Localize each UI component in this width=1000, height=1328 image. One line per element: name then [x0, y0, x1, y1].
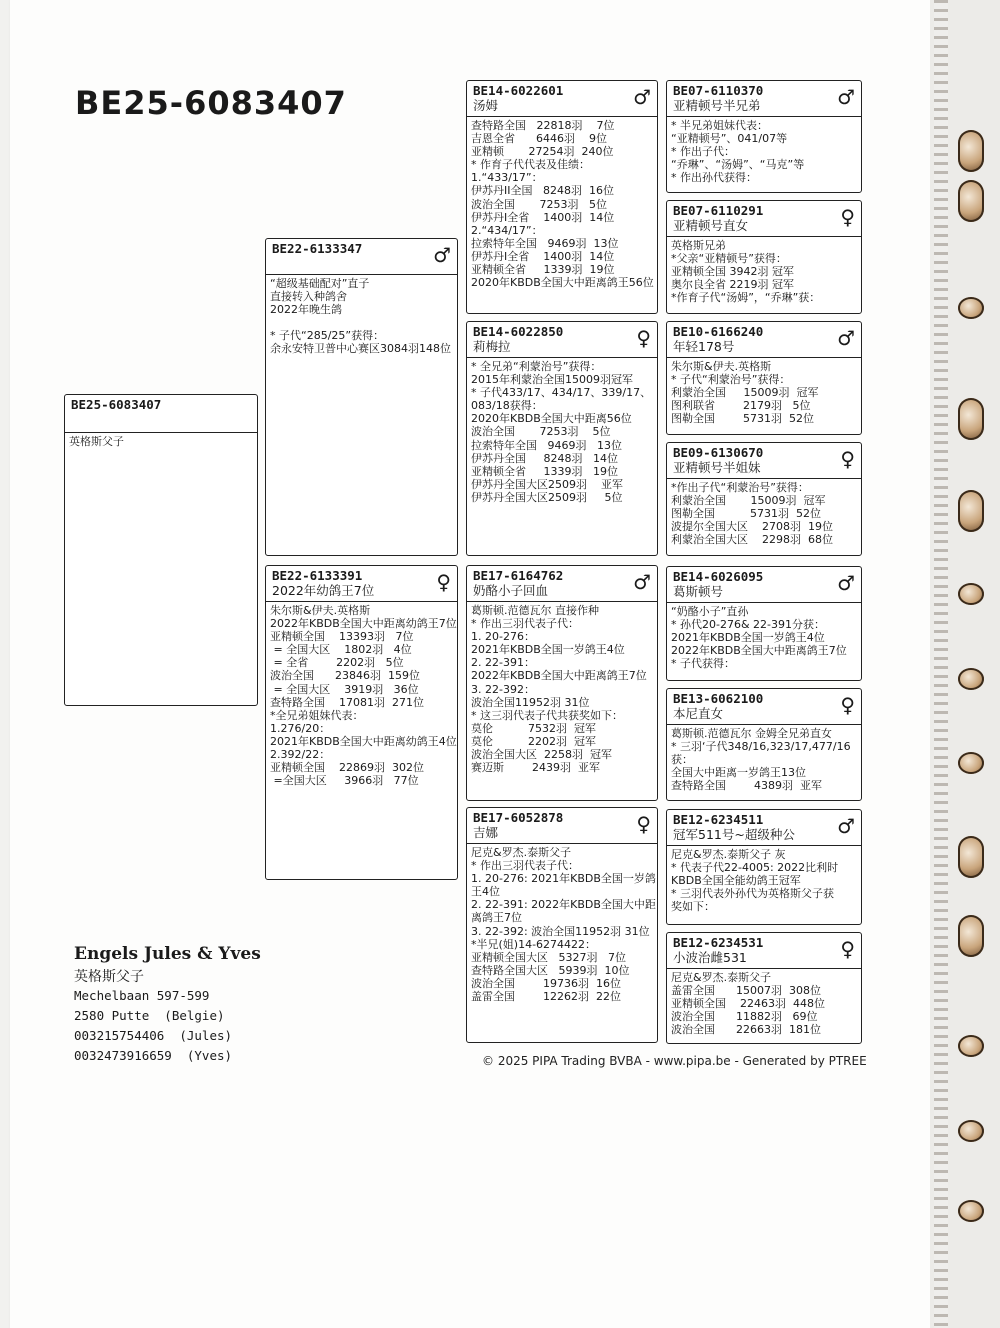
bird-card-header — [266, 566, 457, 602]
bird-card-header — [467, 322, 657, 358]
bird-card-header — [467, 566, 657, 602]
binder-ring-icon — [958, 490, 984, 532]
bird-card-sire-dam[interactable] — [466, 321, 658, 556]
bird-card-sds[interactable] — [666, 321, 862, 435]
owner-phone-yves: 0032473916659 (Yves) — [74, 1048, 233, 1063]
bird-card-dss[interactable] — [666, 566, 862, 681]
female-icon: ♀ — [636, 812, 651, 836]
bird-card-header — [667, 933, 861, 969]
bird-card-header — [667, 201, 861, 237]
bird-card-sss[interactable] — [666, 80, 862, 193]
binder-ring-icon — [958, 1200, 984, 1222]
bird-notes: 尼克&罗杰.泰斯父子 灰 * 代表子代22-4005: 2022比利时 KBDB全国全能幼鸽王冠军 * 三羽代表外孙代为英格斯父子获 奖如下： — [671, 848, 839, 914]
female-icon: ♀ — [436, 570, 451, 594]
ring-number: BE07-6110370 — [673, 83, 764, 98]
bird-notes: * 半兄弟姐妹代表： “亚精顿号”、041/07等 * 作出子代： “乔琳”、“汤姆”、“马克”等 * 作出孙代获得： — [671, 119, 805, 185]
bird-card-header — [667, 689, 861, 725]
binder-ring-icon — [958, 297, 984, 319]
ring-number: BE22-6133347 — [272, 241, 363, 256]
bird-name: 亚精顿号半兄弟 — [673, 98, 761, 113]
ring-number: BE13-6062100 — [673, 691, 764, 706]
binder-ring-icon — [958, 398, 984, 440]
bird-card-header — [65, 395, 257, 433]
bird-notes: 朱尔斯&伊夫.英格斯 2022年KBDB全国大中距离幼鸽王7位 亚精顿全国 13393羽 7位 = 全国大区 1802羽 4位 = 全省 2202羽 5位 波治全国 23846羽 159位 = 全国大区 3919羽 36位 查特路全国 17081羽 271位 *全兄弟姐妹代表： 1.276/20： 2021年KBDB全国大中距离幼鸽王4位 2.392/22： 亚精顿全国 22869羽 302位 =全国大区 3966羽 77位 — [270, 604, 457, 788]
male-icon: ♂ — [633, 570, 651, 594]
bird-card-sire[interactable] — [265, 238, 458, 556]
bird-card-dam-sire[interactable] — [466, 565, 658, 801]
binder-ring-icon — [958, 915, 984, 957]
binder-ring-icon — [958, 1035, 984, 1057]
bird-card-dsd[interactable] — [666, 688, 862, 801]
female-icon: ♀ — [840, 205, 855, 229]
bird-card-dam-dam[interactable] — [466, 807, 658, 1043]
ring-number: BE12-6234531 — [673, 935, 764, 950]
bird-name: 莉梅拉 — [473, 339, 511, 354]
bird-card-header — [467, 81, 657, 117]
bird-card-ddd[interactable] — [666, 932, 862, 1044]
bird-name: 小波治雌531 — [673, 950, 747, 965]
bird-card-header — [667, 567, 861, 603]
bird-card-ssd[interactable] — [666, 200, 862, 314]
binder-ring-icon — [958, 180, 984, 222]
ring-number: BE10-6166240 — [673, 324, 764, 339]
bird-card-header — [667, 443, 861, 479]
ring-number: BE17-6052878 — [473, 810, 564, 825]
bird-notes: 朱尔斯&伊夫.英格斯 * 子代“利蒙治号”获得： 利蒙治全国 15009羽 冠军 图利联省 2179羽 5位 图勒全国 5731羽 52位 — [671, 360, 819, 426]
bird-name: 年轻178号 — [673, 339, 735, 354]
bird-name: 吉娜 — [473, 825, 499, 840]
bird-notes: 葛斯顿.范德瓦尔 金姆全兄弟直女 * 三羽‘子代348/16,323/17,477/16 获： 全国大中距离一岁鸽王13位 查特路全国 4389羽 亚军 — [671, 727, 851, 793]
male-icon: ♂ — [433, 243, 451, 267]
bird-name: 亚精顿号直女 — [673, 218, 749, 233]
male-icon: ♂ — [837, 814, 855, 838]
binder-ring-icon — [958, 752, 984, 774]
bird-card-header — [467, 808, 657, 844]
owner-address-city: 2580 Putte (Belgie) — [74, 1008, 225, 1023]
male-icon: ♂ — [837, 85, 855, 109]
male-icon: ♂ — [633, 85, 651, 109]
female-icon: ♀ — [840, 937, 855, 961]
bird-card-dds[interactable] — [666, 809, 862, 925]
binder-ring-icon — [958, 836, 984, 878]
bird-notes: *作出子代“利蒙治号”获得： 利蒙治全国 15009羽 冠军 图勒全国 5731羽 52位 波提尔全国大区 2708羽 19位 利蒙治全国大区 2298羽 68位 — [671, 481, 833, 547]
bird-card-header — [667, 810, 861, 846]
bird-card-header — [667, 322, 861, 358]
binder-ring-icon — [958, 583, 984, 605]
bird-notes: 葛斯顿.范德瓦尔 直接作种 * 作出三羽代表子代： 1. 20-276： 2021年KBDB全国一岁鸽王4位 2. 22-391： 2022年KBDB全国大中距离鸽王7位 3. 22-392： 波治全国11952羽 31位 * 这三羽代表子代共获奖如下： 莫伦 7532羽 冠军 莫伦 2202羽 冠军 波治全国大区 2258羽 冠军 赛迈斯 2439羽 亚军 — [471, 604, 647, 775]
female-icon: ♀ — [636, 326, 651, 350]
owner-address-street: Mechelbaan 597-599 — [74, 988, 210, 1003]
male-icon: ♂ — [837, 326, 855, 350]
bird-card-subject[interactable] — [64, 394, 258, 706]
bird-notes: 英格斯兄弟 *父亲“亚精顿号”获得： 亚精顿全国 3942羽 冠军 奥尔良全省 2219羽 冠军 *作育子代“汤姆”，“乔琳”获： — [671, 239, 821, 305]
owner-phone-jules: 003215754406 (Jules) — [74, 1028, 233, 1043]
bird-notes: 尼克&罗杰.泰斯父子 盖雷全国 15007羽 308位 亚精顿全国 22463羽 448位 波治全国 11882羽 69位 波治全国 22663羽 181位 — [671, 971, 825, 1037]
binder-ring-icon — [958, 130, 984, 172]
owner-name: Engels Jules & Yves — [74, 944, 261, 964]
ring-number: BE25-6083407 — [71, 397, 162, 412]
bird-notes: 查特路全国 22818羽 7位 吉恩全省 6446羽 9位 亚精顿 27254羽 240位 * 作育子代代表及佳绩： 1.“433/17”： 伊苏丹II全国 8248羽 16位 波治全国 7253羽 5位 伊苏丹I全省 1400羽 14位 2.“434/17”： 拉索特年全国 9469羽 13位 伊苏丹I全省 1400羽 14位 亚精顿全省 1339羽 19位 2020年KBDB全国大中距离鸽王56位 — [471, 119, 654, 290]
ring-number: BE09-6130670 — [673, 445, 764, 460]
ring-number: BE14-6022850 — [473, 324, 564, 339]
bird-card-sdd[interactable] — [666, 442, 862, 556]
owner-name-zh: 英格斯父子 — [74, 969, 144, 985]
footer-credit: © 2025 PIPA Trading BVBA - www.pipa.be - Generated by PTREE — [482, 1054, 867, 1068]
bird-card-header — [667, 81, 861, 117]
female-icon: ♀ — [840, 693, 855, 717]
ring-number: BE14-6026095 — [673, 569, 764, 584]
bird-notes: * 全兄弟“利蒙治号”获得： 2015年利蒙治全国15009羽冠军 * 子代433/17、434/17、339/17、 083/18获得： 2020年KBDB全国大中距离56位 波治全国 7253羽 5位 拉索特年全国 9469羽 13位 伊苏丹全国 8248羽 14位 亚精顿全省 1339羽 19位 伊苏丹全国大区2509羽 亚军 伊苏丹全国大区2509羽 5位 — [471, 360, 652, 504]
bird-name: 葛斯顿号 — [673, 584, 724, 599]
bird-name: 亚精顿号半姐妹 — [673, 460, 761, 475]
binder-ring-icon — [958, 1120, 984, 1142]
ring-number: BE17-6164762 — [473, 568, 564, 583]
bird-name: 本尼直女 — [673, 706, 724, 721]
binder-ring-icon — [958, 668, 984, 690]
ring-number: BE07-6110291 — [673, 203, 764, 218]
bird-card-header — [266, 239, 457, 275]
owner-info — [74, 944, 261, 1066]
bird-name: 奶酪小子回血 — [473, 583, 549, 598]
binder-ruler-strip — [934, 0, 948, 1328]
bird-notes: “超级基础配对”直子 直接转入种鸽舍 2022年晚生鸽 * 子代“285/25”获得： 余永安特卫普中心赛区3084羽148位 — [270, 277, 451, 356]
ring-number: BE22-6133391 — [272, 568, 363, 583]
bird-notes: “奶酪小子”直孙 * 孙代20-276& 22-391分获： 2021年KBDB全国一岁鸽王4位 2022年KBDB全国大中距离鸽王7位 * 子代获得： — [671, 605, 847, 671]
bird-card-dam[interactable] — [265, 565, 458, 880]
ring-number: BE14-6022601 — [473, 83, 564, 98]
ring-number: BE12-6234511 — [673, 812, 764, 827]
bird-name: 冠军511号~超级种公 — [673, 827, 795, 842]
page-title: BE25-6083407 — [75, 84, 347, 122]
bird-notes: 尼克&罗杰.泰斯父子 * 作出三羽代表子代： 1. 20-276: 2021年KBDB全国一岁鸽 王4位 2. 22-391: 2022年KBDB全国大中距 离鸽王7位 3. 22-392: 波治全国11952羽 31位 *半兄(姐)14-6274422： 亚精顿全国大区 5327羽 7位 查特路全国大区 5939羽 10位 波治全国 19736羽 16位 盖雷全国 12262羽 22位 — [471, 846, 656, 1004]
bird-name: 2022年幼鸽王7位 — [272, 583, 375, 598]
bird-card-sire-sire[interactable] — [466, 80, 658, 314]
bird-notes: 英格斯父子 — [69, 435, 124, 448]
female-icon: ♀ — [840, 447, 855, 471]
male-icon: ♂ — [837, 571, 855, 595]
bird-name: 汤姆 — [473, 98, 499, 113]
